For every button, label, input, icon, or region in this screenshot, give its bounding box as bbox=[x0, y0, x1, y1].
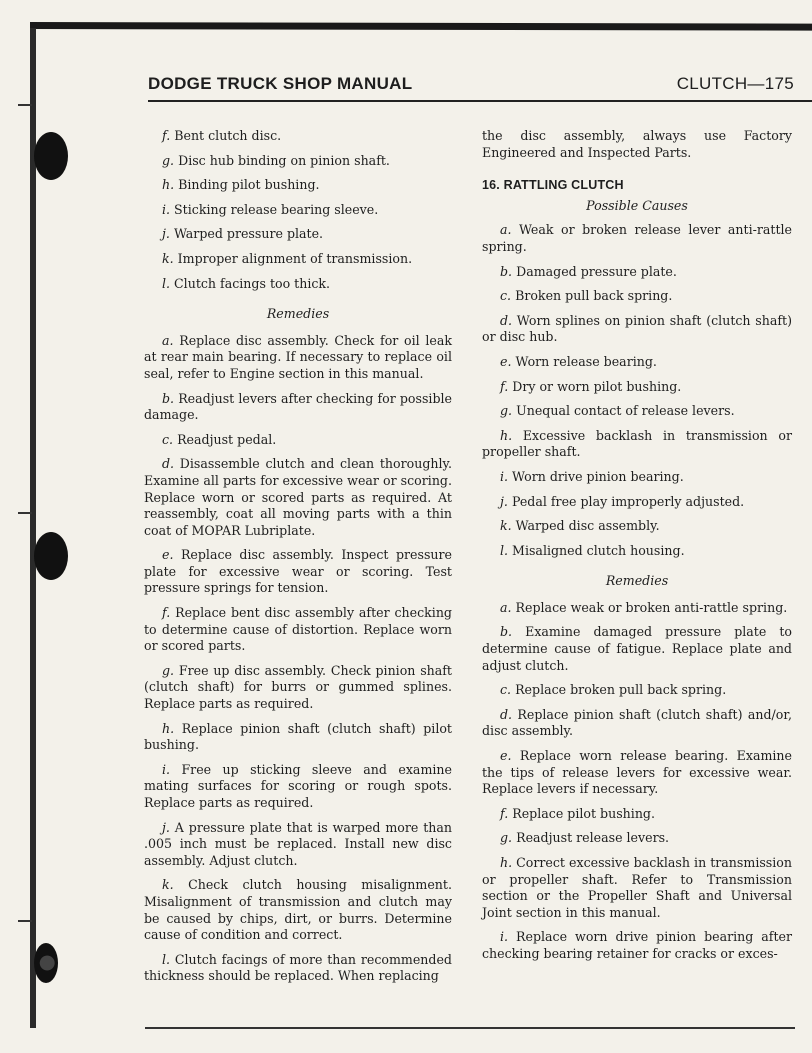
cause-item: g. Unequal contact of release levers. bbox=[500, 403, 735, 419]
remedy-paragraph: c. Replace broken pull back spring. bbox=[500, 682, 727, 698]
remedy-paragraph: b. Examine damaged pressure plate to determine cause of fatigue. Replace plate and adjust clutch. bbox=[482, 624, 792, 673]
manual-title: DODGE TRUCK SHOP MANUAL bbox=[148, 74, 413, 93]
list-item: k. Improper alignment of transmission. bbox=[162, 250, 413, 266]
remedy-paragraph: g. Readjust release levers. bbox=[500, 830, 670, 846]
remedy-paragraph: e. Replace disc assembly. Inspect pressure plate for excessive wear or scoring. Test pressure springs for tension. bbox=[144, 547, 452, 596]
remedy-paragraph: b. Readjust levers after checking for possible damage. bbox=[144, 390, 452, 423]
top-border-rule bbox=[30, 22, 812, 31]
list-item: g. Disc hub binding on pinion shaft. bbox=[162, 152, 390, 168]
remedy-paragraph: h. Correct excessive backlash in transmission or propeller shaft. Refer to Transmission section or the Propeller Shaft and Universal Joint section in this manual. bbox=[482, 855, 792, 920]
remedy-paragraph: i. Free up sticking sleeve and examine mating surfaces for scoring or rough spots. Replace parts as required. bbox=[144, 761, 452, 810]
cause-item: a. Weak or broken release lever anti-rattle spring. bbox=[482, 222, 792, 254]
cause-item: f. Dry or worn pilot bushing. bbox=[500, 378, 682, 394]
remedy-paragraph: e. Replace worn release bearing. Examine the tips of release levers for excessive wear. Replace levers if necessary. bbox=[482, 748, 792, 797]
punch-hole-icon bbox=[34, 532, 68, 580]
remedy-paragraph: g. Free up disc assembly. Check pinion shaft (clutch shaft) for burrs or gummed splines. Replace parts as required. bbox=[144, 662, 452, 712]
margin-mark bbox=[18, 104, 32, 106]
remedy-paragraph: a. Replace disc assembly. Check for oil leak at rear main bearing. If necessary to replace oil seal, refer to Engine section in this manual. bbox=[144, 332, 452, 381]
remedy-paragraph: f. Replace bent disc assembly after checking to determine cause of distortion. Replace worn or scored parts. bbox=[144, 605, 452, 654]
remedy-paragraph: f. Replace pilot bushing. bbox=[500, 805, 655, 821]
cause-item: b. Damaged pressure plate. bbox=[500, 263, 677, 279]
remedy-paragraph: j. A pressure plate that is warped more than .005 inch must be replaced. Install new disc assembly. Adjust clutch. bbox=[144, 819, 452, 868]
remedy-paragraph: h. Replace pinion shaft (clutch shaft) pilot bushing. bbox=[144, 720, 452, 753]
remedies-heading: Remedies bbox=[266, 306, 330, 322]
punch-hole-icon bbox=[34, 132, 68, 180]
cause-item: j. Pedal free play improperly adjusted. bbox=[500, 493, 745, 509]
remedy-paragraph: d. Disassemble clutch and clean thoroughly. Examine all parts for excessive wear or scoring. Replace worn or scored parts as required. At reassembly, coat all moving parts with a thin coat of MOPAR Lubriplate. bbox=[144, 456, 452, 538]
possible-causes-heading: Possible Causes bbox=[586, 197, 688, 213]
header-rule bbox=[148, 100, 812, 102]
remedy-paragraph: c. Readjust pedal. bbox=[162, 431, 277, 447]
margin-mark bbox=[18, 512, 32, 514]
list-item: h. Binding pilot bushing. bbox=[162, 177, 320, 193]
remedy-paragraph: a. Replace weak or broken anti-rattle spring. bbox=[500, 599, 788, 615]
footer-rule bbox=[145, 1027, 795, 1029]
remedy-paragraph: k. Check clutch housing misalignment. Misalignment of transmission and clutch may be caused by chips, dirt, or burrs. Determine cause of condition and correct. bbox=[144, 877, 452, 943]
margin-mark bbox=[18, 920, 32, 922]
right-column bbox=[482, 128, 792, 971]
remedies-heading: Remedies bbox=[605, 573, 669, 589]
list-item: i. Sticking release bearing sleeve. bbox=[162, 201, 379, 217]
list-item: j. Warped pressure plate. bbox=[162, 226, 324, 242]
remedy-paragraph: i. Replace worn drive pinion bearing after checking bearing retainer for cracks or exces- bbox=[482, 929, 792, 961]
remedy-paragraph: l. Clutch facings of more than recommended thickness should be replaced. When replacing bbox=[144, 951, 452, 984]
remedy-paragraph: d. Replace pinion shaft (clutch shaft) and/or, disc assembly. bbox=[482, 706, 792, 739]
cause-item: e. Worn release bearing. bbox=[500, 353, 657, 369]
list-item: l. Clutch facings too thick. bbox=[162, 275, 331, 291]
cause-item: d. Worn splines on pinion shaft (clutch shaft) or disc hub. bbox=[482, 312, 792, 345]
cause-item: c. Broken pull back spring. bbox=[500, 288, 673, 304]
list-item: f. Bent clutch disc. bbox=[162, 128, 282, 143]
binding-edge bbox=[30, 28, 36, 1028]
left-column bbox=[144, 128, 452, 993]
punch-hole-icon bbox=[34, 943, 58, 983]
continued-paragraph: the disc assembly, always use Factory Engineered and Inspected Parts. bbox=[482, 128, 792, 160]
page-number: CLUTCH—175 bbox=[676, 74, 794, 93]
cause-item: l. Misaligned clutch housing. bbox=[500, 542, 685, 558]
cause-item: k. Warped disc assembly. bbox=[500, 518, 660, 534]
page-header bbox=[148, 74, 812, 98]
cause-item: i. Worn drive pinion bearing. bbox=[500, 468, 684, 484]
cause-item: h. Excessive backlash in transmission or propeller shaft. bbox=[482, 427, 792, 460]
section-title: 16. RATTLING CLUTCH bbox=[482, 178, 624, 193]
